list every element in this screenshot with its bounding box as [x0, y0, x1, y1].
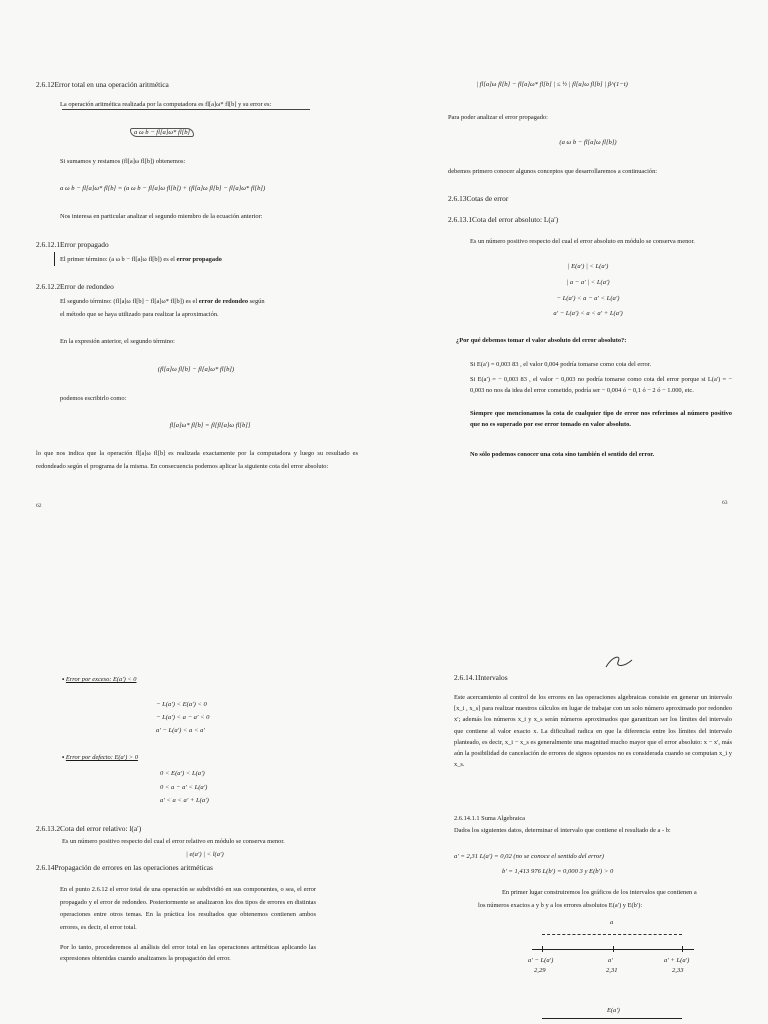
page-65: [392, 512, 768, 1024]
section-heading: 2.6.14Propagación de errores en las operaciones aritméticas: [36, 863, 213, 872]
example-1: Si E(a′) = 0,003 83 , el valor 0,004 podría tomarse como cota del error.: [470, 361, 652, 368]
page-63: [392, 0, 768, 512]
data-b: b′ = 1,413 976 L(b′) = 0,000 3 y E(b′) > 0: [502, 868, 614, 875]
formula-decomposition: a ω b − fl[a]ω* fl[b] = (a ω b − fl[a]ω fl[b]) + (fl[a]ω fl[b] − fl[a]ω* fl[b]): [60, 185, 266, 192]
relative-bound-definition: Es un número positivo respecto del cual el error relativo en módulo se conserva menor.: [62, 838, 285, 845]
section-heading: 2.6.13Cotas de error: [448, 194, 509, 203]
question-text: ¿Por qué debemos tomar el valor absoluto del error absoluto?:: [456, 337, 627, 344]
example-2: Si E(a′) = − 0,003 83 , el valor − 0,003 no podría tomarse como cota del error porque si L(a′) = − 0,003 no nos da idea del error cometido, podría ser − 0,004 ó − 0,1 ó − 2 ó − 1.000, etc.: [470, 376, 732, 394]
relative-equation: | e(a′) | < l(a′): [186, 851, 224, 858]
excess-heading: ▪ Error por exceso: E(a′) < 0: [62, 676, 137, 683]
page-number: 62: [36, 503, 42, 509]
data-a: a′ = 2,31 L(a′) = 0,02 (no se conoce el sentido del error): [454, 853, 604, 860]
label-approx: a′: [608, 957, 613, 964]
equation-3: − L(a′) < a − a′ < L(a′): [556, 295, 620, 302]
label-lower-bound: a′ − L(a′): [528, 957, 554, 964]
always-text: Siempre que mencionamos la cota de cualquier tipo de error nos referimos al número positivo que no es superado por ese error tomado en valor absoluto.: [470, 410, 732, 428]
interest-text: Nos interesa en particular analizar el segundo miembro de la ecuación anterior:: [60, 213, 263, 220]
label-error-a: E(a′): [607, 1007, 620, 1014]
rounding-definition: El segundo término: (fl[a]ω fl[b] − fl[a]ω* fl[b]) es el error de redondeo según: [60, 298, 265, 305]
interval-a-line: [542, 934, 682, 935]
formula-rounding-bound: | fl[a]ω fl[b] − fl[a]ω* fl[b] | ≤ ½ | fl[a]ω fl[b] | β^(1−t): [476, 81, 628, 88]
subsection-heading: 2.6.12.2Error de redondeo: [36, 282, 114, 291]
defect-eq-2: 0 < a − a′ < L(a′): [160, 784, 208, 791]
excess-eq-3: a′ − L(a′) < a < a′: [156, 727, 205, 734]
sum-text: Si sumamos y restamos (fl[a]ω fl[b]) obtenemos:: [60, 158, 186, 165]
subsection-heading: 2.6.13.1Cota del error absoluto: L(a′): [448, 215, 559, 224]
error-a-line: [542, 1018, 682, 1019]
tick-center: [613, 946, 614, 952]
write-text: podemos escribirlo como:: [60, 395, 127, 402]
propagation-paragraph: En el punto 2.6.12 el error total de una operación se subdividió en sus componentes, o sea, el error propagado y el error de redondeo. Posteriormente se analizaron los dos tipos de errores en distintas operaciones entre otros temas. En la práctica los resultados que obtenemos contienen ambos errores, es decir, el error total.: [60, 886, 316, 931]
equation-1: | E(a′) | < L(a′): [567, 263, 609, 270]
value-upper-bound: 2,33: [672, 967, 684, 974]
handwritten-scribble: [604, 654, 634, 670]
formula-second-term: (fl[a]ω fl[b] − fl[a]ω* fl[b]): [157, 366, 235, 373]
expression-text: En la expresión anterior, el segundo término:: [60, 338, 175, 345]
label-a: a: [610, 919, 614, 926]
excess-eq-1: − L(a′) < E(a′) < 0: [156, 701, 207, 708]
value-approx: 2,31: [606, 967, 618, 974]
page-62: [0, 0, 392, 512]
section-heading: 2.6.12Error total en una operación aritmética: [36, 80, 169, 89]
formula-rounded: fl[a]ω* fl[b] = fl[fl[a]ω fl[b]]: [169, 422, 251, 429]
rounding-definition-line2: el método que se haya utilizado para realizar la aproximación.: [60, 311, 219, 318]
absolute-bound-definition: Es un número positivo respecto del cual el error absoluto en módulo se conserva menor.: [470, 238, 695, 245]
page-number: 63: [722, 500, 728, 506]
tick-right: [682, 946, 683, 952]
page-64: [0, 512, 392, 1024]
handwritten-underline: [62, 109, 310, 110]
subsubsection-heading: 2.6.14.1.1 Suma Algebraica: [454, 815, 525, 822]
defect-heading: ▪ Error por defecto: E(a′) > 0: [62, 754, 138, 761]
propagated-definition: El primer término: (a ω b − fl[a]ω fl[b]) es el error propagado: [60, 256, 222, 263]
first-text: debemos primero conocer algunos conceptos que desarrollaremos a continuación:: [448, 168, 658, 175]
excess-eq-2: − L(a′) < a − a′ < 0: [156, 714, 210, 721]
propagation-paragraph-2: Por lo tanto, procederemos al análisis del error total en las operaciones aritméticas aplicando las expresiones obtenidas cuando analizamos la propagación del error.: [60, 944, 316, 962]
equation-4: a′ − L(a′) < a < a′ + L(a′): [553, 310, 623, 317]
placement-text-2: los números exactos a y b y a los errores absolutos E(a′) y E(b′):: [478, 902, 643, 909]
defect-eq-1: 0 < E(a′) < L(a′): [160, 770, 205, 777]
label-upper-bound: a′ + L(a′): [664, 957, 690, 964]
handwritten-mark: [54, 252, 55, 266]
defect-eq-3: a′ < a < a′ + L(a′): [160, 797, 209, 804]
data-text: Dados los siguientes datos, determinar el intervalo que contiene el resultado de a - b:: [454, 827, 671, 834]
formula-error: a ω b − fl[a]ω* fl[b]: [130, 128, 194, 138]
analyze-text: Para poder analizar el error propagado:: [448, 114, 548, 121]
tick-left: [542, 946, 543, 952]
formula-propagated: (a ω b − fl[a]ω fl[b]): [559, 139, 617, 146]
subsection-heading: 2.6.13.2Cota del error relativo: l(a′): [36, 824, 142, 833]
subsection-heading: 2.6.14.1Intervalos: [454, 673, 508, 682]
intervals-paragraph: Este acercamiento al control de los errores en las operaciones algebraicas consiste en generar un intervalo [x_i , x_s] para realizar nuestros cálculos en lugar de trabajar con un solo número aproximado por redondeo x′; además los números x_i y x_s serán números aproximados que garantizan ser los límites del intervalo que contiene al valor exacto x. La dificultad radica en que la diferencia entre los límites del intervalo planteado, es decir, x_i − x_s es generalmente una magnitud mucho mayor que el error absoluto: x − x′, más aún la posibilidad de cancelación de errores de signos opuestos no es considerada cuando se computan x_i y x_s.: [454, 694, 732, 769]
subsection-heading: 2.6.12.1Error propagado: [36, 240, 109, 249]
equation-2: | a − a′ | < L(a′): [566, 279, 610, 286]
conclusion-paragraph: lo que nos indica que la operación fl[a]ω fl[b] es realizada exactamente por la computadora y luego su resultado es redondeado según el programa de la misma. En consecuencia podemos aplicar la siguiente cota del error absoluto:: [36, 450, 358, 470]
intro-text: La operación aritmética realizada por la computadora es fl[a]ω* fl[b] y su error es:: [60, 101, 272, 108]
value-lower-bound: 2,29: [534, 967, 546, 974]
placement-text-1: En primer lugar construiremos los gráficos de los intervalos que contienen a: [502, 889, 697, 896]
not-only-text: No sólo podemos conocer una cota sino también el sentido del error.: [470, 451, 655, 458]
